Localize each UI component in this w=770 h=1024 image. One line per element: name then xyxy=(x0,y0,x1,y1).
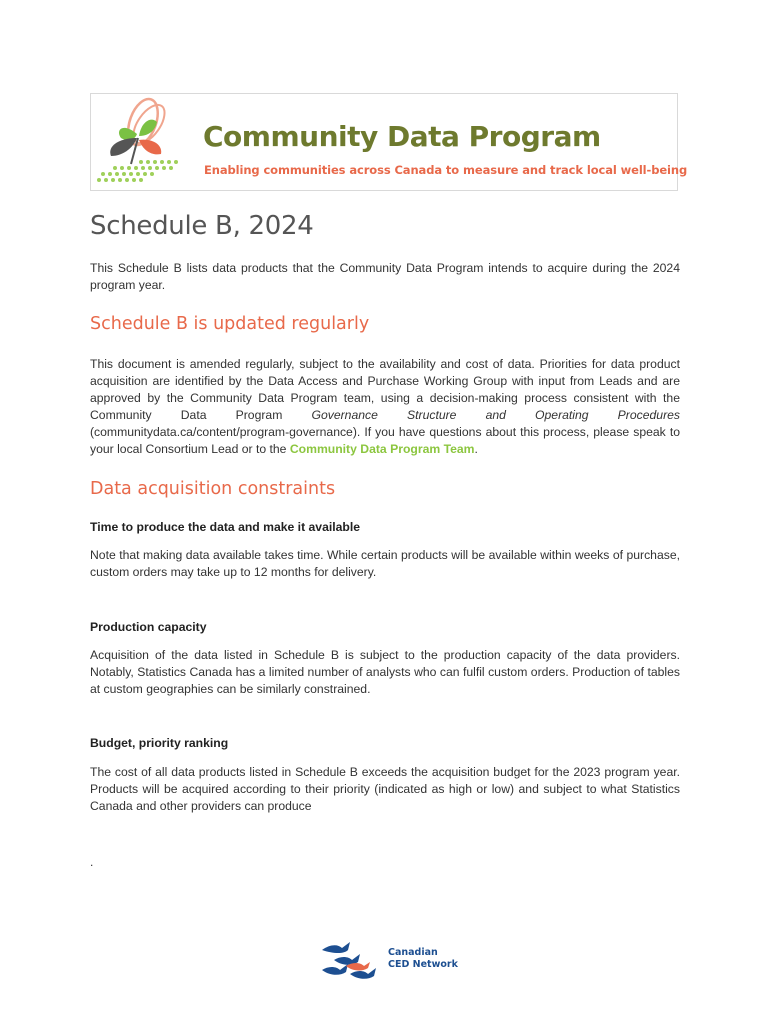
section-heading-constraints: Data acquisition constraints xyxy=(90,479,336,499)
constraint-text: Acquisition of the data listed in Schedule B is subject to the production capacity of the data providers. Notably, Statistics Canada has a limited number of analysts who can fulfil custom orders. Production of tables at custom geographies can be similarly constrained. xyxy=(90,648,680,696)
footer-line1: Canadian xyxy=(388,947,438,958)
header-banner xyxy=(90,93,688,191)
updated-text-mid: (communitydata.ca/content/program-governance). If you have questions about this process, please speak to your local Consortium Lead or to the xyxy=(90,425,680,456)
governance-doc-title: Governance Structure and Operating Procedures xyxy=(311,408,680,422)
updated-text-end: . xyxy=(474,442,478,456)
cdp-leaf-logo-icon xyxy=(93,94,189,190)
footer-line2: CED Network xyxy=(388,959,458,970)
constraint-subheading: Production capacity xyxy=(90,620,207,634)
constraint-subheading: Budget, priority ranking xyxy=(90,736,229,750)
intro-paragraph: This Schedule B lists data products that the Community Data Program intends to acquire during the 2024 program year. xyxy=(90,261,680,292)
updated-paragraph xyxy=(90,356,680,458)
footer-org-name xyxy=(388,947,458,971)
banner-title: Community Data Program xyxy=(203,120,601,153)
page-title: Schedule B, 2024 xyxy=(90,211,314,241)
constraint-text: Note that making data available takes time. While certain products will be available within weeks of purchase, custom orders may take up to 12 months for delivery. xyxy=(90,548,680,579)
constraint-subheading: Time to produce the data and make it available xyxy=(90,520,361,534)
updated-text-start: This document is amended regularly, subject to the availability and cost of data. Priorities for data product acquisition are identified by the Data Access and Purchase Working Group with input from Leads and are approved by the Community Data Program team, using a decision-making process consistent with the Community Data Program xyxy=(90,357,680,422)
section-heading-updated: Schedule B is updated regularly xyxy=(90,314,370,334)
constraint-text: The cost of all data products listed in Schedule B exceeds the acquisition budget for the 2023 program year. Products will be acquired according to their priority (indicated as high or low) and subject to what Statistics Canada and other providers can produce xyxy=(90,765,680,813)
trailing-mark: . xyxy=(90,855,94,869)
banner-tagline: Enabling communities across Canada to measure and track local well-being xyxy=(204,163,688,177)
cdp-team-link[interactable]: Community Data Program Team xyxy=(289,442,475,456)
